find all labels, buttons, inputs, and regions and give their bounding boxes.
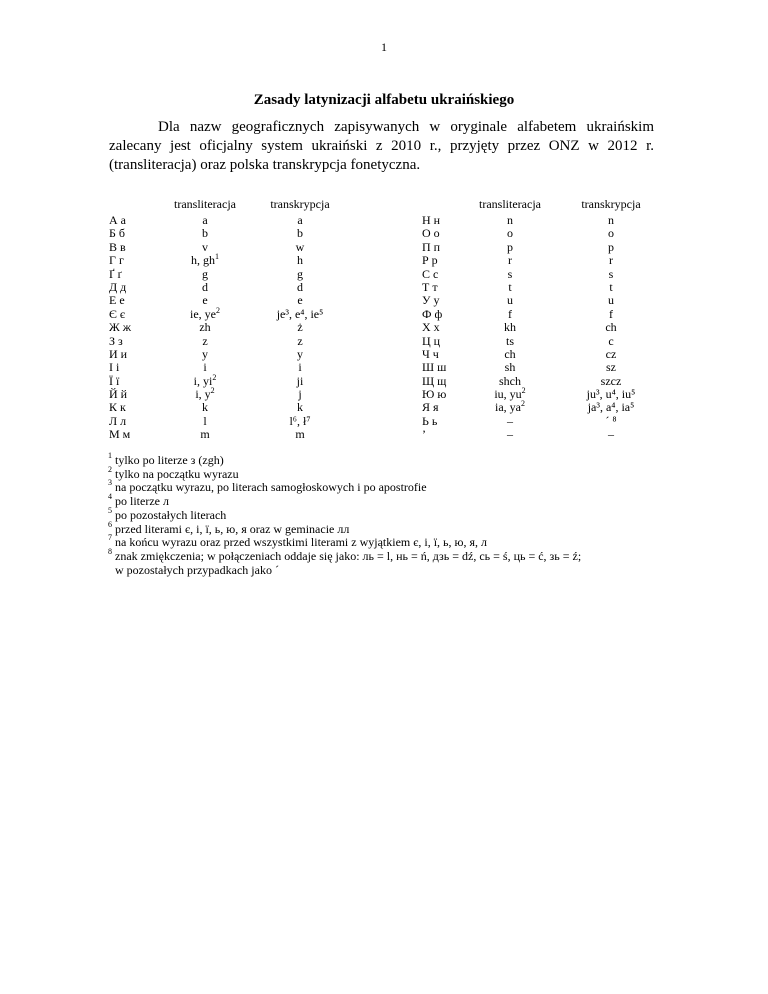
footnote-text: po pozostałych literach	[115, 507, 227, 522]
footnote-text: po literze л	[115, 494, 169, 509]
left-letter-cell: К к	[109, 400, 126, 415]
right-translit-cell: f	[508, 306, 512, 321]
footnote-ref: 2	[216, 305, 220, 315]
right-transcr-cell: u	[608, 293, 614, 308]
footnote-ref: 2	[521, 399, 525, 409]
page-number: 1	[381, 40, 387, 54]
footnote-ref: 2	[212, 372, 217, 382]
intro-paragraph: Dla nazw geograficznych zapisywanych w oryginale alfabetem ukraińskim zalecany jest oficjalny system ukraiński z 2010 r., przyjęty przez ONZ w 2012 r. (transliteracja) oraz polska transkrypcja fonetyczna.	[109, 119, 654, 173]
right-transcr-cell: ja³, a⁴, ia⁵	[587, 400, 635, 415]
left-transcr-column	[250, 214, 350, 442]
left-transcr-cell: m	[295, 427, 305, 442]
left-translit-header: transliteracja	[174, 197, 236, 211]
right-letter-cell: Р р	[422, 253, 438, 268]
footnote-item	[108, 478, 675, 495]
right-translit-cell: o	[507, 226, 513, 241]
footnote-text: na początku wyrazu, po literach samogłoskowych i po apostrofie	[115, 480, 427, 495]
right-letter-cell: Щ щ	[422, 373, 447, 388]
right-translit-cell: t	[508, 279, 512, 294]
footnote-number: 7	[108, 533, 112, 543]
right-letter-cell: Н н	[422, 213, 441, 227]
footnote-text: znak zmiękczenia; w połączeniach oddaje się jako: ль = l, нь = ń, дзь = dź, сь = ś, ць = ć, зь = ź;	[115, 548, 582, 563]
right-translit-cell: p	[507, 239, 513, 254]
left-translit-cell: v	[202, 239, 208, 254]
right-translit-cell: u	[507, 293, 513, 308]
right-translit-cell: ts	[505, 333, 514, 348]
left-transcr-cell: z	[297, 333, 303, 348]
right-transcr-cell: szcz	[600, 373, 622, 388]
left-translit-cell: i, $yi^2$	[193, 372, 217, 388]
footnote-item	[108, 533, 675, 550]
right-transcr-cell: r	[609, 253, 613, 268]
right-transcr-cell: f	[609, 306, 613, 321]
left-translit-cell: y	[202, 346, 208, 361]
right-letter-cell: Ч ч	[422, 346, 439, 361]
left-transcr-cell: l⁶, ł⁷	[289, 413, 311, 428]
footnote-item	[108, 519, 675, 537]
left-transcr-cell: d	[297, 279, 303, 294]
footnote-text: na końcu wyrazu oraz przed wszystkimi literami z wyjątkiem є, і, ї, ь, ю, я, л	[115, 535, 487, 550]
left-letter-cell: З з	[109, 333, 123, 348]
footnote-ref: 1	[215, 252, 219, 262]
right-letter-cell: П п	[422, 239, 441, 254]
left-letter-cell: Г г	[109, 253, 124, 268]
left-translit-cell: a	[202, 213, 208, 227]
footnote-number: 3	[108, 478, 112, 488]
left-transcr-cell: ż	[297, 320, 303, 335]
left-translit-cell: i, $y^2$	[195, 386, 215, 402]
left-letter-cell: И и	[109, 346, 128, 361]
right-letter-cell: Ф ф	[422, 306, 443, 321]
footnotes	[108, 451, 675, 577]
right-letter-cell: Т т	[422, 279, 438, 294]
footnote-number: 2	[108, 464, 112, 474]
footnote-number: 4	[108, 492, 112, 502]
right-translit-cell: kh	[504, 320, 516, 335]
left-transcr-cell: h	[297, 253, 303, 268]
right-translit-cell: s	[507, 266, 513, 281]
left-translit-cell: i	[203, 360, 207, 375]
left-letter-cell: Й й	[109, 387, 128, 402]
footnote-text: tylko po literze з (zgh)	[115, 453, 224, 467]
right-transcr-cell: ju³, u⁴, iu⁵	[586, 387, 636, 402]
left-letter-cell: Б б	[109, 226, 125, 241]
footnote-number: 6	[108, 519, 112, 529]
right-transcr-cell: sz	[606, 360, 616, 375]
right-transcr-cell: c	[608, 333, 614, 348]
left-translit-cell: e	[202, 293, 208, 308]
left-letter-cell: Є є	[109, 306, 126, 321]
left-transcr-cell: e	[297, 293, 303, 308]
left-transcr-cell: y	[297, 346, 303, 361]
right-transcr-cell: t	[609, 279, 613, 294]
left-letter-cell: В в	[109, 239, 126, 254]
footnote-item	[115, 564, 675, 578]
right-translit-cell: –	[507, 427, 513, 442]
right-letter-cell: Ь ь	[422, 413, 438, 428]
right-letter-cell: Я я	[422, 400, 439, 415]
footnote-item	[108, 546, 675, 564]
left-transcr-cell: a	[297, 213, 303, 227]
left-letter-cell: М м	[109, 427, 131, 442]
left-transcr-cell: i	[298, 360, 302, 375]
right-translit-cell: sh	[504, 360, 516, 375]
left-letter-cell: А а	[109, 213, 126, 227]
footnote-ref: 2	[210, 386, 215, 396]
left-translit-cell: ie, $ye^2$	[190, 305, 220, 321]
left-translit-cell: k	[202, 400, 208, 415]
left-transcr-cell: b	[297, 226, 303, 241]
left-translit-cell: b	[202, 226, 208, 241]
right-letter-cell: Ц ц	[422, 333, 441, 348]
document-title: Zasady latynizacji alfabetu ukraińskiego	[253, 92, 515, 108]
right-translit-cell: n	[507, 213, 513, 227]
left-transcr-cell: g	[297, 266, 303, 281]
left-letter-cell: І і	[109, 360, 120, 375]
right-translit-cell: shch	[499, 373, 521, 388]
left-translit-cell: l	[203, 413, 207, 428]
right-letter-cell: Х х	[422, 320, 440, 335]
left-transcr-cell: k	[297, 400, 303, 415]
left-letters-column	[109, 214, 159, 442]
footnote-text: przed literami є, і, ї, ь, ю, я oraz w geminacie лл	[115, 521, 350, 536]
left-letter-cell: Д д	[109, 279, 127, 294]
footnote-number: 5	[108, 505, 112, 515]
right-letter-cell: ’	[422, 427, 426, 442]
left-translit-cell: h, $gh^1$	[191, 252, 219, 268]
footnote-number: 8	[108, 546, 112, 556]
right-transcr-cell: cz	[605, 346, 617, 361]
left-letter-cell: Е е	[109, 293, 125, 308]
footnote-item	[108, 451, 675, 468]
right-translit-cell: ch	[504, 346, 516, 361]
footnote-text: tylko na początku wyrazu	[115, 466, 239, 481]
right-translit-cell: r	[508, 253, 512, 268]
right-letter-cell: У у	[422, 293, 440, 308]
right-letter-cell: Ш ш	[422, 360, 447, 375]
right-transcr-column	[561, 214, 661, 442]
left-translit-cell: z	[202, 333, 208, 348]
right-transcr-cell: –	[608, 427, 614, 442]
footnote-item	[108, 464, 675, 482]
right-transcr-cell: ´ ⁸	[605, 413, 617, 428]
left-translit-cell: zh	[199, 320, 211, 335]
right-translit-header: transliteracja	[479, 197, 541, 211]
left-translit-column	[160, 214, 250, 442]
right-translit-column	[465, 214, 555, 442]
left-letter-cell: Л л	[109, 413, 127, 428]
left-translit-cell: m	[200, 427, 210, 442]
right-transcr-cell: p	[608, 239, 614, 254]
right-translit-cell: ia, $ya^2$	[495, 399, 525, 415]
left-transcr-cell: j	[298, 387, 302, 402]
left-transcr-header: transkrypcja	[270, 197, 330, 211]
left-transcr-cell: ji	[296, 373, 304, 388]
right-translit-cell: iu, $yu^2$	[494, 386, 526, 402]
left-transcr-cell: je³, e⁴, ie⁵	[276, 306, 324, 321]
right-transcr-cell: s	[608, 266, 614, 281]
left-transcr-cell: w	[295, 239, 305, 254]
right-letter-cell: О о	[422, 226, 440, 241]
left-translit-cell: g	[202, 266, 208, 281]
footnote-item	[108, 505, 675, 523]
right-transcr-cell: n	[608, 213, 614, 227]
right-translit-cell: –	[507, 413, 513, 428]
left-translit-cell: d	[202, 279, 208, 294]
left-letter-cell: Ї ї	[109, 373, 120, 388]
right-transcr-cell: o	[608, 226, 614, 241]
right-transcr-header: transkrypcja	[581, 197, 641, 211]
footnote-number: 1	[108, 451, 112, 460]
footnote-ref: 2	[521, 386, 526, 396]
right-letter-cell: Ю ю	[422, 387, 447, 402]
right-transcr-cell: ch	[605, 320, 617, 335]
footnote-text: w pozostałych przypadkach jako ´	[115, 562, 279, 577]
footnote-item	[108, 492, 675, 509]
left-letter-cell: Ґ ґ	[109, 266, 122, 281]
left-letter-cell: Ж ж	[109, 320, 132, 335]
right-letter-cell: С с	[422, 266, 439, 281]
